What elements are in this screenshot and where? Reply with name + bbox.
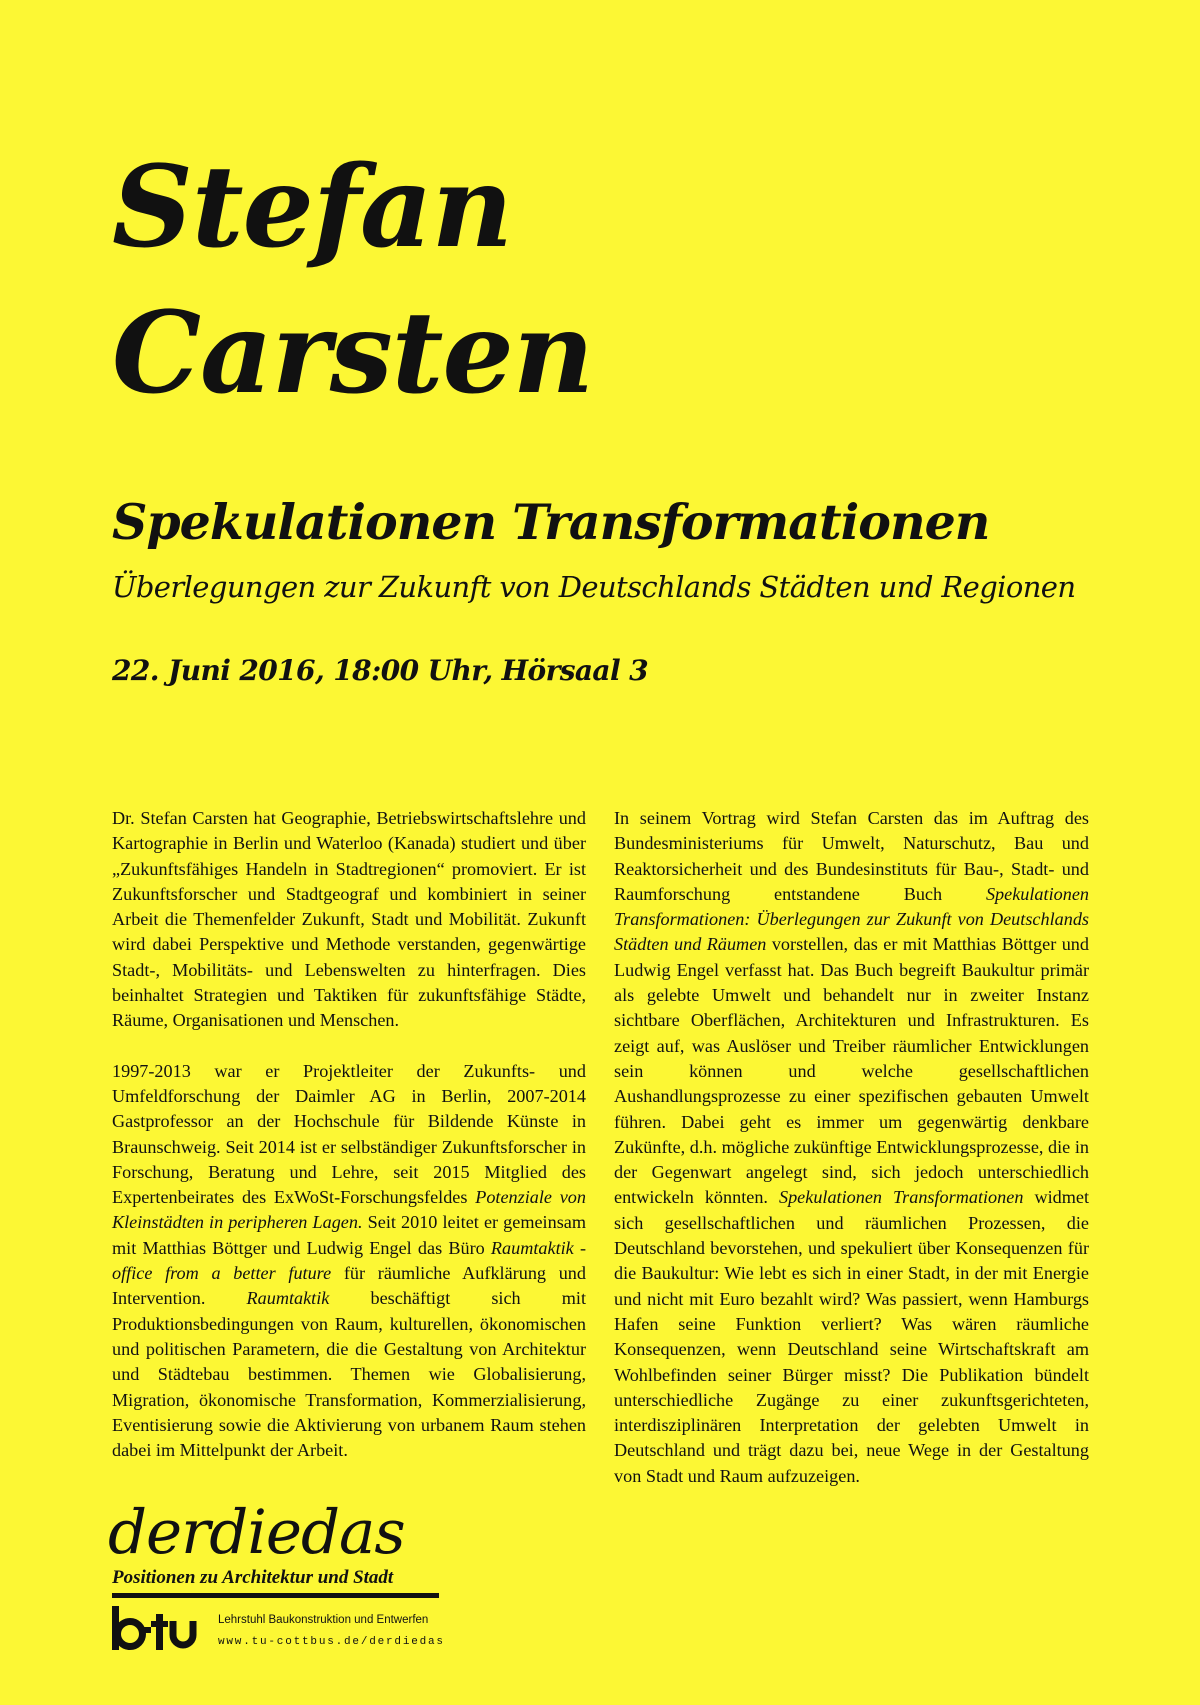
speaker-first-name: Stefan [112, 142, 513, 273]
italic-run: Spekulationen Transformationen: Überlegungen zur Zukunft von Deutschlands Städten und Räumen [614, 883, 1089, 955]
career-paragraph [112, 1059, 586, 1464]
text-run: In seinem Vortrag wird Stefan Carsten das im Auftrag des Bundesministeriums für Umwelt, Naturschutz, Bau und Reaktorsicherheit und des Bundesinstituts für Bau-, Stadt- und Raumforschung entstandene Buch [614, 808, 1089, 904]
series-subtitle: Positionen zu Architektur und Stadt [112, 1567, 394, 1588]
lecture-description-paragraph [614, 806, 1089, 1489]
text-run: widmet sich gesellschaftlichen und räumlichen Prozessen, die Deutschland bevorstehen, und spekuliert über Konsequenzen für die Baukultur: Wie lebt es sich in einer Stadt, in der mit Energie und nicht mit Euro bezahlt wird? Was passiert, wenn Hamburgs Hafen seine Funktion verliert? Was wären räumliche Konsequenzen, wenn Deutschland seine Wirtschaftskraft am Wohlbefinden seiner Bürger misst? Die Publikation bündelt unterschiedliche Zugänge zu einer zukunftsgerichteten, interdisziplinären Interpretation der gelebten Umwelt in Deutschland und trägt dazu bei, neue Wege in der Gestaltung von Stadt und Raum aufzuzeigen. [614, 1187, 1089, 1486]
text-run: für räumliche Aufklärung und Intervention. [112, 1263, 586, 1309]
italic-run: Raumtaktik [246, 1288, 330, 1309]
series-logo-wordmark: derdiedas [108, 1497, 405, 1568]
bio-paragraph [112, 806, 586, 1034]
body-column-left [112, 806, 586, 1463]
event-info: 22. Juni 2016, 18:00 Uhr, Hörsaal 3 [112, 654, 649, 687]
text-run: beschäftigt sich mit Produktionsbedingungen von Raum, kulturellen, ökonomischen und politischen Parametern, die die Gestaltung von Architektur und Städtebau bestimmen. Themen wie Globalisierung, Migration, ökonomische Transformation, Kommerzialisierung, Eventisierung sowie die Aktivierung von urbanem Raum stehen dabei im Mittelpunkt der Arbeit. [112, 1288, 586, 1461]
text-run: vorstellen, das er mit Matthias Böttger und Ludwig Engel verfasst hat. Das Buch begreift Baukultur primär als gelebte Umwelt und behandelt nur in zweiter Instanz sichtbare Oberflächen, Architekturen und Infrastrukturen. Es zeigt auf, was Auslöser und Treiber räumlicher Entwicklungen sein können und welche gesellschaftlichen Aushandlungsprozesse zu einer spezifischen gebauten Umwelt führen. Dabei geht es immer um gegenwärtig denkbare Zukünfte, d.h. mögliche zukünftige Entwicklungsprozesse, die in der Gegenwart angelegt sind, sich jedoch unterschiedlich entwickeln könnten. [614, 934, 1089, 1208]
speaker-last-name: Carsten [112, 288, 594, 419]
website-url[interactable]: www.tu-cottbus.de/derdiedas [218, 1636, 445, 1648]
italic-run: Spekulationen Transformationen [778, 1187, 1024, 1208]
footer-divider [112, 1593, 439, 1598]
institution-department: Lehrstuhl Baukonstruktion und Entwerfen [218, 1614, 429, 1626]
italic-run: Potenziale von Kleinstädten in peripheren Lagen. [112, 1187, 586, 1233]
body-column-right [614, 806, 1089, 1489]
lecture-subtitle: Überlegungen zur Zukunft von Deutschlands Städten und Regionen [112, 570, 1076, 604]
text-run: Seit 2010 leitet er gemeinsam mit Matthias Böttger und Ludwig Engel das Büro [112, 1212, 586, 1258]
italic-run: Raumtaktik - office from a better future [112, 1237, 587, 1284]
text-run: 1997-2013 war er Projektleiter der Zukunfts- und Umfeldforschung der Daimler AG in Berlin, 2007-2014 Gastprofessor an der Hochschule für Bildende Künste in Braunschweig. Seit 2014 ist er selbständiger Zukunftsforscher in Forschung, Beratung und Lehre, seit 2015 Mitglied des Expertenbeirates des ExWoSt-Forschungsfeldes [112, 1060, 586, 1208]
btu-logo-icon [110, 1604, 202, 1652]
text-run: Dr. Stefan Carsten hat Geographie, Betriebswirtschaftslehre und Kartographie in Berlin und Waterloo (Kanada) studiert und über „Zukunftsfähiges Handeln in Stadtregionen“ promoviert. Er ist Zukunftsforscher und Stadtgeograf und kombiniert in seiner Arbeit die Themenfelder Zukunft, Stadt und Mobilität. Zukunft wird dabei Perspektive und Methode verstanden, gegenwärtige Stadt-, Mobilitäts- und Lebenswelten zu hinterfragen. Dies beinhaltet Strategien und Taktiken für zukunftsfähige Städte, Räume, Organisationen und Menschen. [112, 808, 586, 1031]
lecture-title: Spekulationen Transformationen [112, 493, 990, 551]
